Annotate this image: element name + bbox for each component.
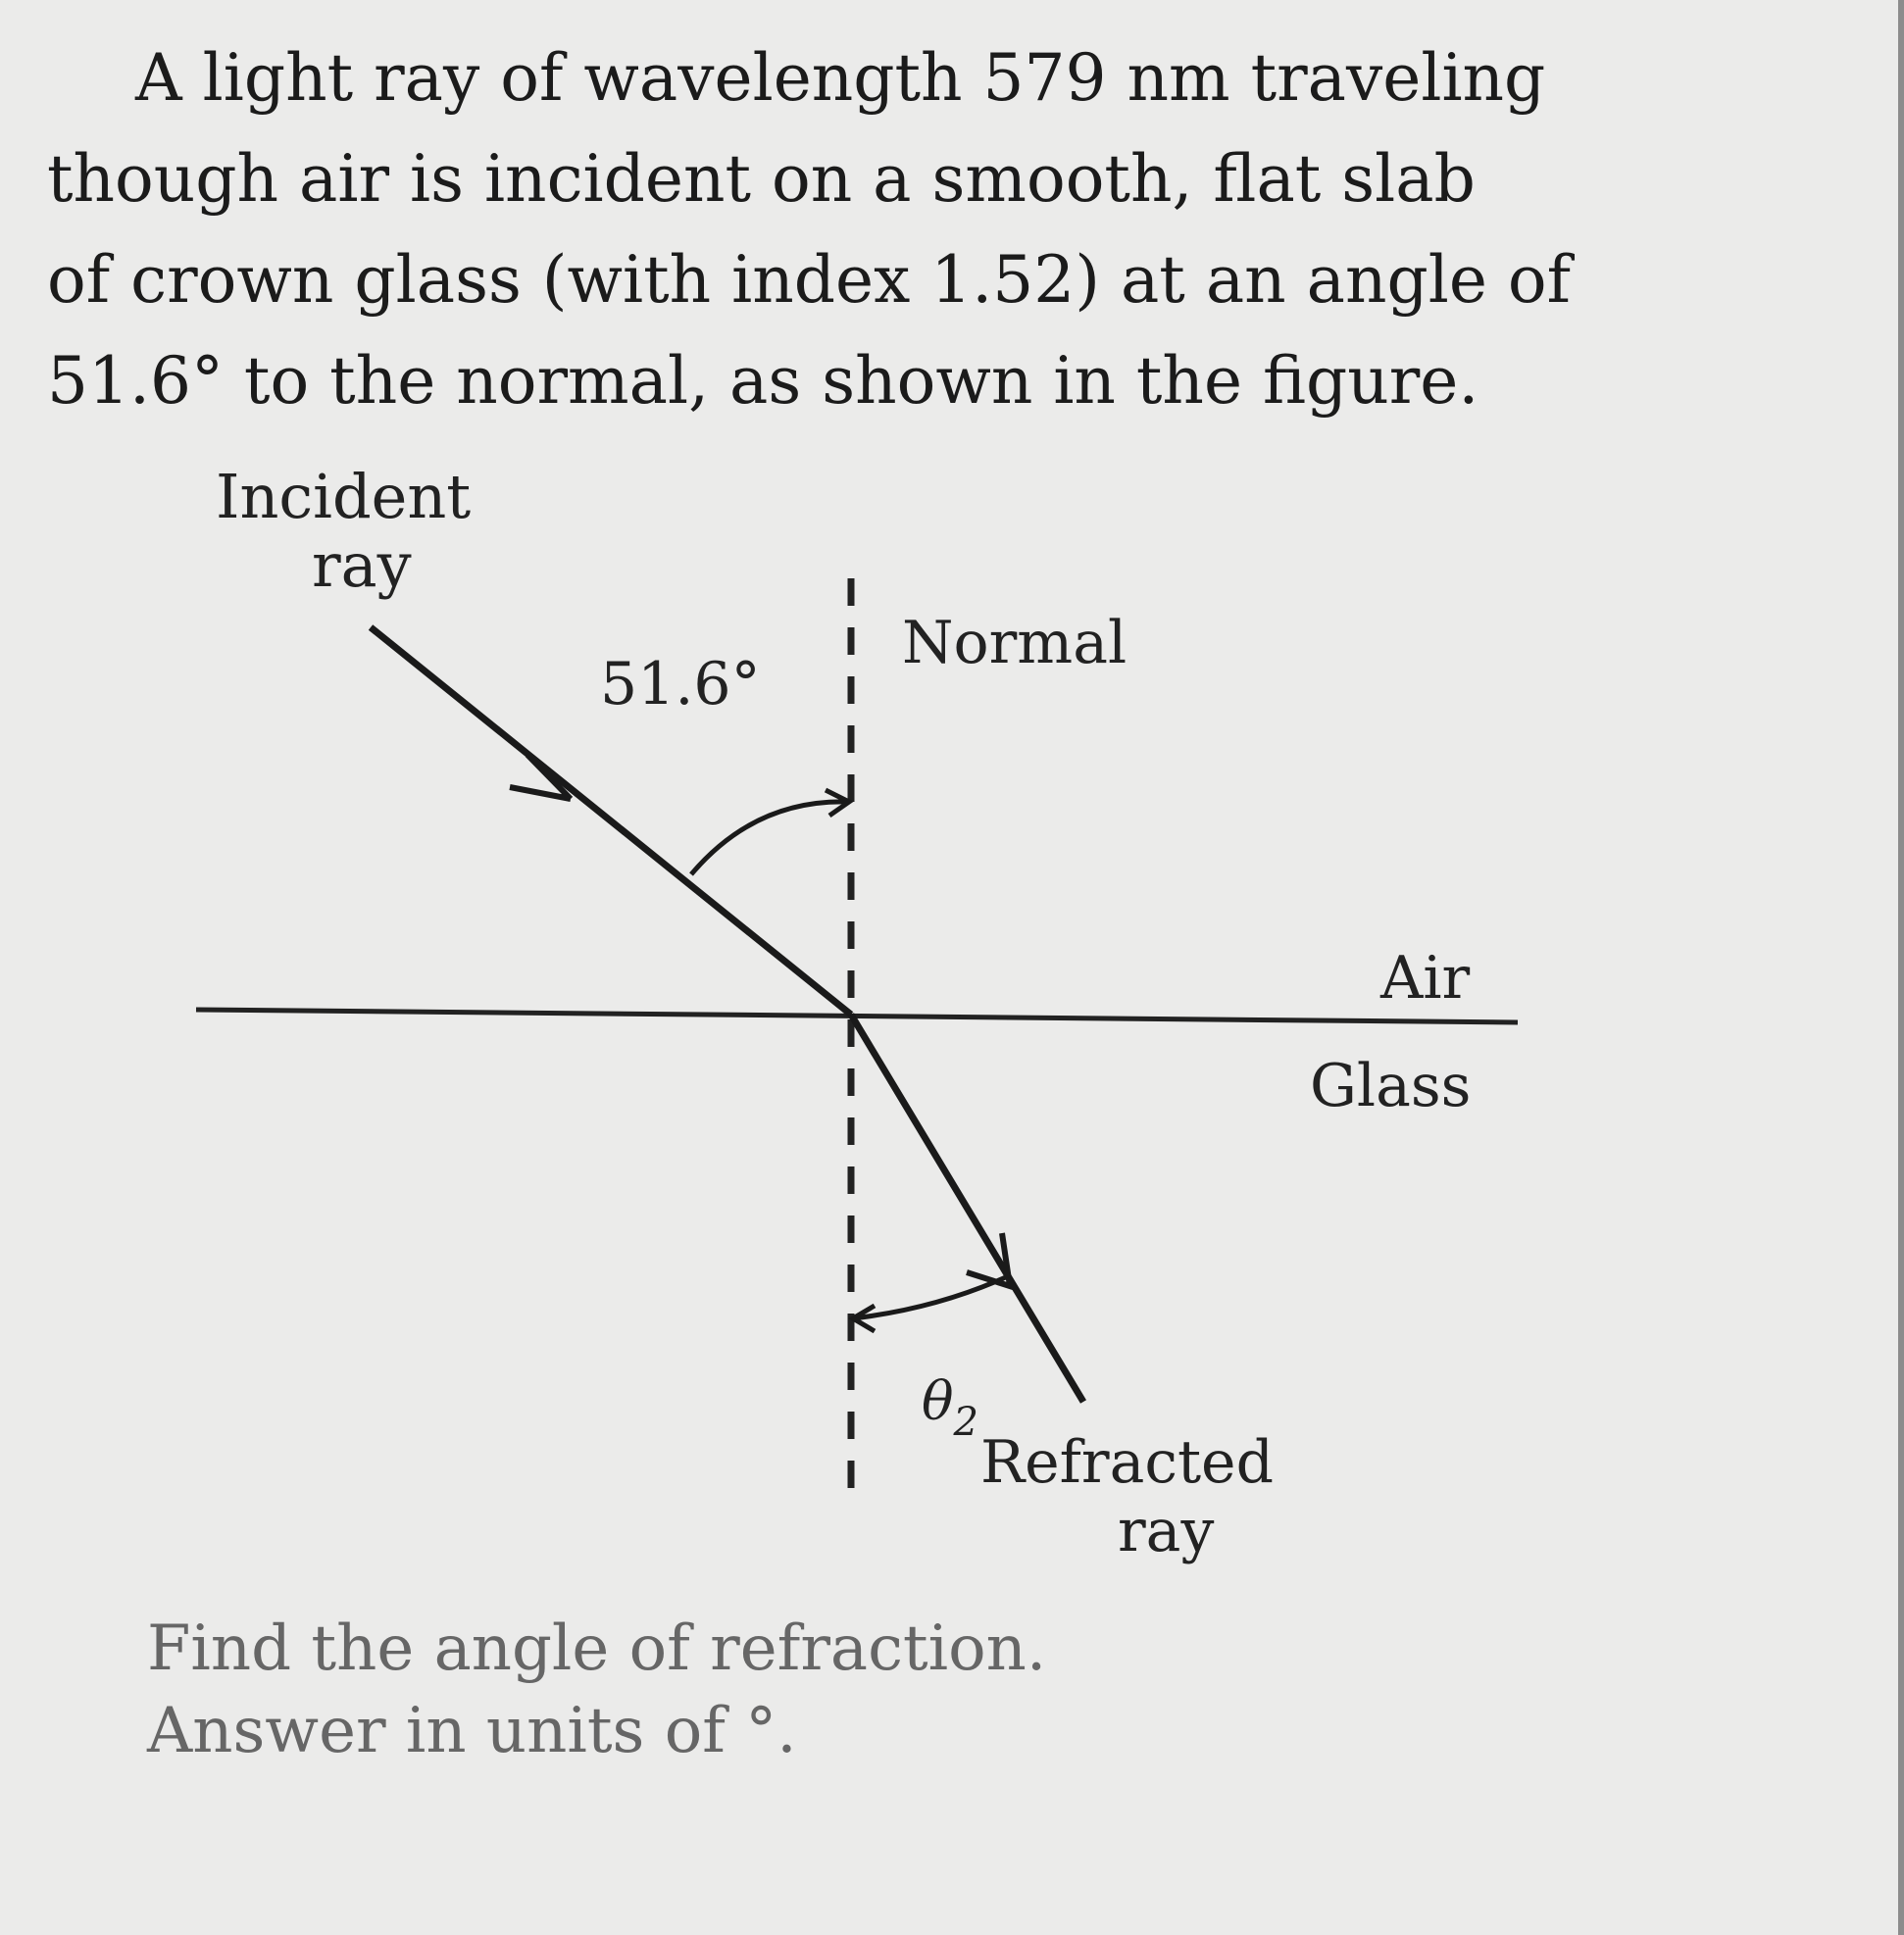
glass-label: Glass (1310, 1052, 1472, 1120)
refracted-ray-label-line1: Refracted (980, 1428, 1274, 1497)
incident-ray-label-line2: ray (312, 529, 412, 601)
air-label: Air (1380, 944, 1471, 1013)
question-prompt: Find the angle of refraction. (147, 1612, 1047, 1685)
problem-line-1: A light ray of wavelength 579 nm traveling (135, 40, 1546, 116)
refracted-ray-label-line2: ray (1118, 1497, 1215, 1565)
incident-angle-arc (691, 802, 849, 874)
incident-angle-label: 51.6° (600, 650, 761, 719)
theta-symbol: θ (922, 1370, 954, 1432)
refracted-ray (851, 1015, 1083, 1402)
normal-label: Normal (902, 609, 1127, 677)
screen-edge (1898, 0, 1904, 1935)
theta-label (922, 1370, 978, 1445)
answer-units: Answer in units of °. (147, 1695, 797, 1767)
problem-line-2: though air is incident on a smooth, flat slab (47, 141, 1476, 217)
problem-line-3: of crown glass (with index 1.52) at an angle of (47, 242, 1572, 318)
problem-line-4: 51.6° to the normal, as shown in the figure. (47, 343, 1479, 419)
theta-subscript: 2 (953, 1400, 978, 1445)
question-block (147, 1608, 1046, 1772)
refraction-angle-arc (853, 1276, 1008, 1318)
incident-ray-label-line1: Incident (216, 461, 472, 532)
